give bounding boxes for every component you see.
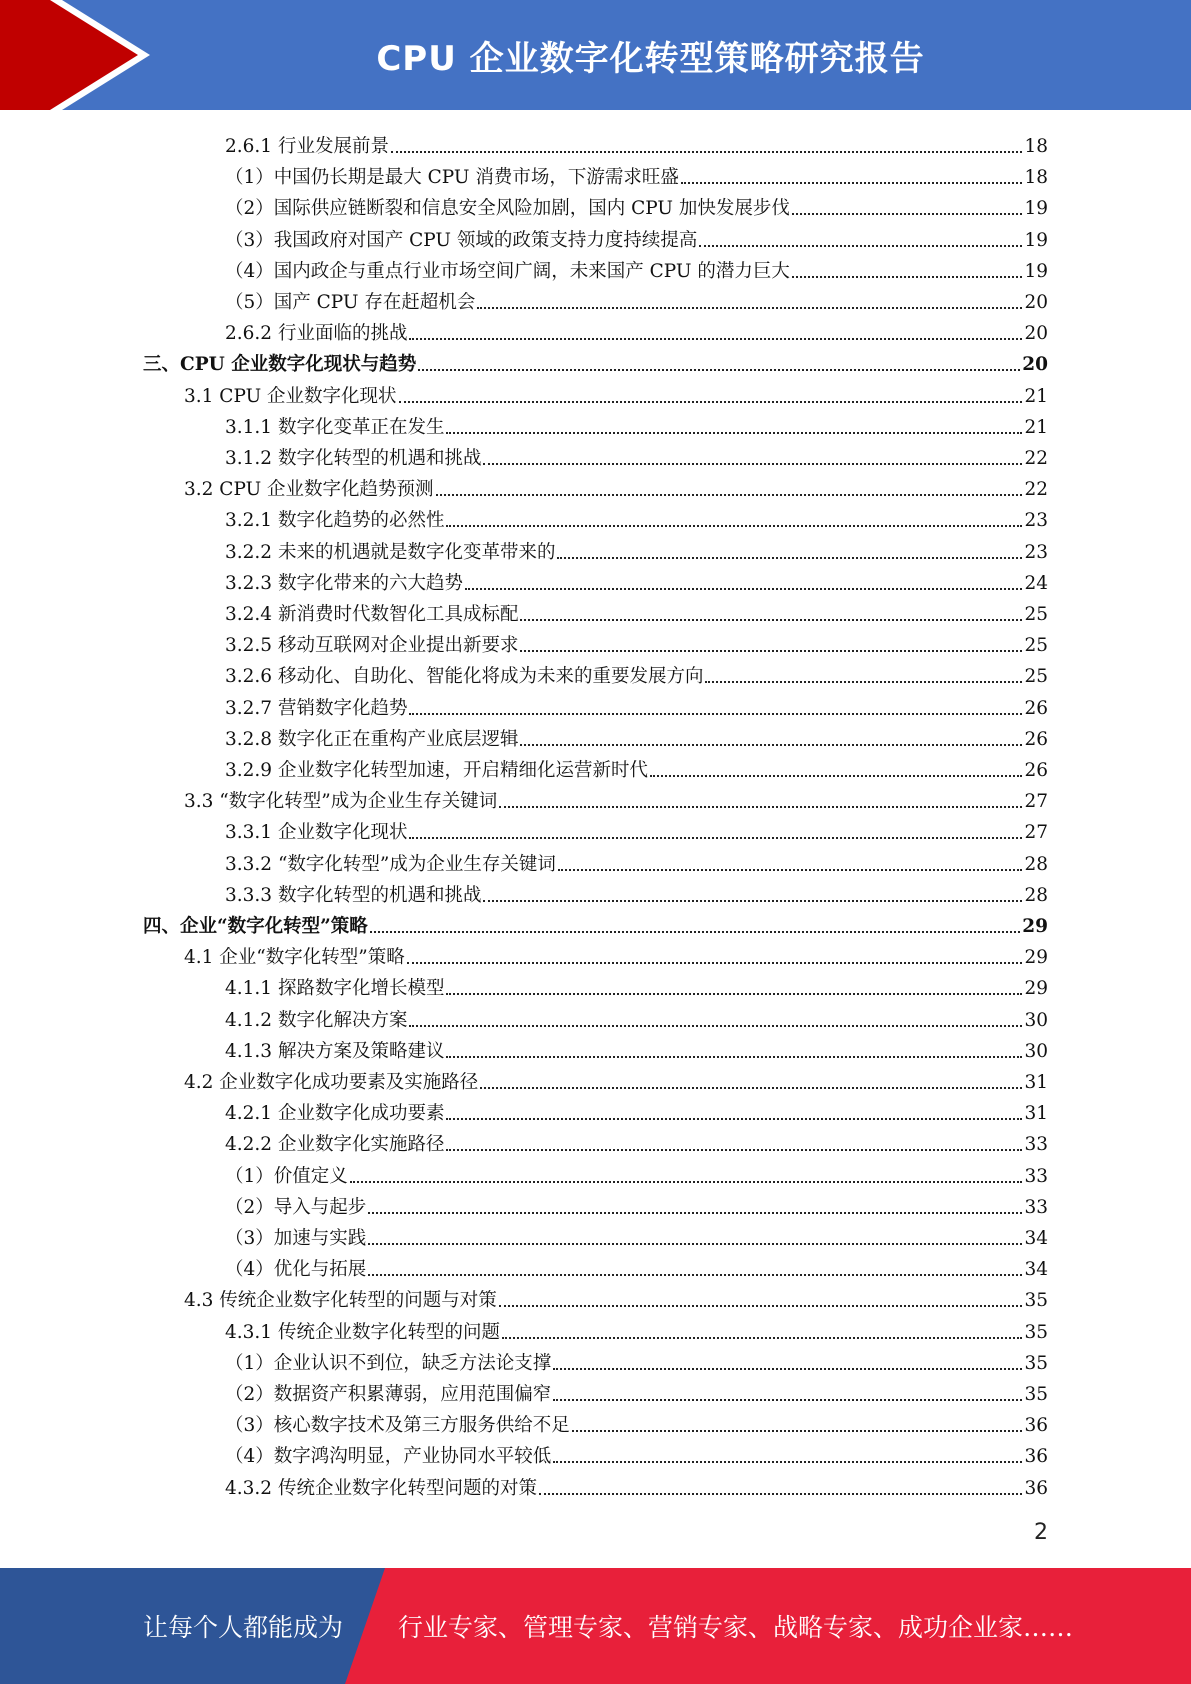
toc-entry-title: （3）核心数字技术及第三方服务供给不足 [225, 1415, 570, 1437]
toc-entry[interactable] [225, 1376, 1048, 1407]
toc-entry-title: （2）国际供应链断裂和信息安全风险加剧，国内 CPU 加快发展步伐 [225, 198, 790, 220]
toc-entry-title: 3.2.3 数字化带来的六大趋势 [225, 572, 463, 594]
toc-entry-page: 20 [1022, 354, 1048, 376]
dot-leader [520, 649, 1022, 652]
toc-entry[interactable] [225, 253, 1048, 284]
dot-leader [539, 1492, 1022, 1495]
toc-entry[interactable] [184, 471, 1048, 502]
page-header [0, 0, 1191, 110]
toc-entry-page: 28 [1024, 853, 1048, 875]
report-title: CPU 企业数字化转型策略研究报告 [376, 38, 925, 79]
toc-entry-title: 三、CPU 企业数字化现状与趋势 [143, 354, 417, 376]
toc-entry[interactable] [225, 752, 1048, 783]
toc-entry[interactable] [225, 1438, 1048, 1469]
dot-leader [446, 992, 1022, 995]
toc-entry-page: 36 [1024, 1477, 1048, 1499]
dot-leader [792, 275, 1023, 278]
toc-entry-page: 29 [1024, 978, 1048, 1000]
toc-entry[interactable] [225, 627, 1048, 658]
toc-entry-page: 20 [1024, 323, 1048, 345]
toc-entry-title: 4.1.1 探路数字化增长模型 [225, 978, 445, 1000]
toc-entry-title: 4.2.1 企业数字化成功要素 [225, 1103, 445, 1125]
page-footer [0, 1568, 1191, 1684]
dot-leader [520, 743, 1022, 746]
toc-entry-title: 4.3.2 传统企业数字化转型问题的对策 [225, 1477, 537, 1499]
toc-entry[interactable] [225, 565, 1048, 596]
toc-entry[interactable] [225, 1251, 1048, 1282]
toc-entry-title: 3.1 CPU 企业数字化现状 [184, 385, 397, 407]
toc-entry-page: 19 [1024, 260, 1048, 282]
dot-leader [553, 1398, 1022, 1401]
dot-leader [650, 774, 1022, 777]
toc-entry-page: 23 [1024, 510, 1048, 532]
dot-leader [520, 618, 1022, 621]
toc-entry[interactable] [225, 1470, 1048, 1501]
toc-entry-page: 22 [1024, 448, 1048, 469]
toc-entry-page: 28 [1024, 884, 1048, 906]
dot-leader [350, 1180, 1023, 1183]
toc-entry-page: 33 [1024, 1134, 1048, 1156]
dot-leader [483, 899, 1022, 902]
toc-entry-title: 4.3.1 传统企业数字化转型的问题 [225, 1321, 500, 1343]
toc-entry-title: 3.2 CPU 企业数字化趋势预测 [184, 479, 434, 501]
toc-entry-title: 3.2.7 营销数字化趋势 [225, 697, 408, 719]
toc-entry-title: 3.2.9 企业数字化转型加速，开启精细化运营新时代 [225, 760, 648, 781]
toc-entry[interactable] [225, 1126, 1048, 1157]
toc-entry-title: （3）加速与实践 [225, 1228, 367, 1249]
toc-entry[interactable] [225, 846, 1048, 877]
toc-entry[interactable] [225, 315, 1048, 346]
toc-entry-title: 四、企业“数字化转型”策略 [143, 916, 368, 937]
toc-entry-page: 29 [1024, 947, 1048, 969]
toc-entry[interactable] [225, 128, 1048, 159]
toc-entry[interactable] [143, 346, 1048, 377]
toc-entry-page: 27 [1024, 822, 1048, 844]
toc-entry-page: 21 [1024, 416, 1048, 438]
toc-entry[interactable] [225, 1314, 1048, 1345]
toc-entry[interactable] [225, 190, 1048, 221]
dot-leader [370, 930, 1020, 933]
toc-entry-title: 4.1.3 解决方案及策略建议 [225, 1040, 445, 1062]
dot-leader [553, 1460, 1022, 1463]
toc-entry-page: 23 [1024, 541, 1048, 563]
toc-entry[interactable] [225, 534, 1048, 565]
toc-entry[interactable] [225, 596, 1048, 627]
toc-entry-title: 3.2.1 数字化趋势的必然性 [225, 510, 445, 532]
dot-leader [681, 181, 1023, 184]
dot-leader [477, 306, 1022, 309]
dot-leader [368, 1211, 1022, 1214]
toc-entry-page: 25 [1024, 635, 1048, 657]
dot-leader [465, 587, 1022, 590]
page-number: 2 [1034, 1520, 1048, 1545]
toc-entry[interactable] [184, 378, 1048, 409]
toc-entry-page: 21 [1024, 385, 1048, 407]
toc-entry-page: 25 [1024, 666, 1048, 688]
toc-entry-title: （1）价值定义 [225, 1165, 348, 1187]
dot-leader [705, 680, 1022, 683]
toc-entry[interactable] [225, 690, 1048, 721]
toc-entry[interactable] [225, 440, 1048, 471]
footer-slogan-right: 行业专家、管理专家、营销专家、战略专家、成功企业家…… [398, 1613, 1074, 1642]
toc-entry[interactable] [225, 1345, 1048, 1376]
toc-entry-title: 3.2.4 新消费时代数智化工具成标配 [225, 604, 519, 625]
toc-entry[interactable] [225, 1407, 1048, 1438]
toc-entry-page: 18 [1024, 136, 1048, 157]
toc-entry[interactable] [225, 1158, 1048, 1189]
toc-entry-title: 3.3 “数字化转型”成为企业生存关键词 [184, 791, 498, 813]
toc-entry-title: （5）国产 CPU 存在赶超机会 [225, 292, 476, 313]
toc-entry-title: 3.2.6 移动化、自助化、智能化将成为未来的重要发展方向 [225, 666, 704, 688]
toc-entry[interactable] [225, 222, 1048, 253]
dot-leader [446, 524, 1022, 527]
dot-leader [699, 244, 1022, 247]
chevron-arrow-icon [0, 0, 160, 110]
dot-leader [391, 150, 1022, 153]
toc-entry-title: （1）企业认识不到位，缺乏方法论支撑 [225, 1352, 552, 1374]
toc-entry-title: （3）我国政府对国产 CPU 领域的政策支持力度持续提高 [225, 229, 698, 251]
toc-entry-page: 26 [1024, 697, 1048, 719]
toc-entry-page: 26 [1024, 760, 1048, 781]
dot-leader [446, 1117, 1022, 1120]
dot-leader [368, 1242, 1022, 1245]
dot-leader [499, 805, 1022, 808]
toc-entry-page: 35 [1024, 1290, 1048, 1312]
toc-entry-page: 34 [1024, 1228, 1048, 1249]
toc-entry-page: 35 [1024, 1352, 1048, 1374]
toc-entry[interactable] [225, 502, 1048, 533]
toc-entry-page: 36 [1024, 1415, 1048, 1437]
toc-entry-page: 27 [1024, 791, 1048, 813]
toc-entry-title: （4）优化与拓展 [225, 1259, 367, 1281]
dot-leader [409, 337, 1022, 340]
toc-entry-page: 25 [1024, 604, 1048, 625]
dot-leader [446, 431, 1022, 434]
dot-leader [553, 1367, 1022, 1370]
dot-leader [480, 1086, 1022, 1089]
toc-entry[interactable] [225, 721, 1048, 752]
toc-entry-page: 31 [1024, 1103, 1048, 1125]
toc-entry[interactable] [225, 877, 1048, 908]
toc-entry[interactable] [143, 908, 1048, 939]
toc-entry-title: 3.3.1 企业数字化现状 [225, 822, 408, 844]
dot-leader [502, 1336, 1022, 1339]
toc-entry[interactable] [225, 814, 1048, 845]
toc-entry-title: 2.6.2 行业面临的挑战 [225, 323, 408, 345]
toc-entry-title: 2.6.1 行业发展前景 [225, 136, 389, 157]
toc-entry-page: 34 [1024, 1259, 1048, 1281]
toc-entry-title: 4.2.2 企业数字化实施路径 [225, 1134, 445, 1156]
toc-entry-page: 19 [1024, 229, 1048, 251]
toc-entry-page: 22 [1024, 479, 1048, 501]
toc-entry-page: 30 [1024, 1009, 1048, 1031]
toc-entry[interactable] [225, 658, 1048, 689]
toc-entry-page: 30 [1024, 1040, 1048, 1062]
toc-entry-page: 36 [1024, 1446, 1048, 1468]
toc-entry-page: 26 [1024, 728, 1048, 750]
toc-entry-page: 20 [1024, 292, 1048, 313]
toc-entry-title: 3.3.3 数字化转型的机遇和挑战 [225, 884, 482, 906]
dot-leader [499, 1304, 1023, 1307]
toc-entry-title: 3.2.5 移动互联网对企业提出新要求 [225, 635, 519, 657]
toc-entry-title: 3.2.2 未来的机遇就是数字化变革带来的 [225, 541, 556, 563]
dot-leader [436, 493, 1023, 496]
toc-entry[interactable] [184, 1064, 1048, 1095]
dot-leader [557, 556, 1022, 559]
toc-entry[interactable] [184, 1282, 1048, 1313]
dot-leader [572, 1429, 1023, 1432]
toc-entry-title: 4.1.2 数字化解决方案 [225, 1009, 408, 1031]
toc-entry[interactable] [225, 409, 1048, 440]
toc-entry-title: 3.1.2 数字化转型的机遇和挑战 [225, 448, 482, 469]
toc-entry-page: 33 [1024, 1165, 1048, 1187]
toc-entry-page: 33 [1024, 1196, 1048, 1218]
toc-entry-title: 3.3.2 “数字化转型”成为企业生存关键词 [225, 853, 556, 875]
toc-entry-title: 3.1.1 数字化变革正在发生 [225, 416, 445, 438]
toc-entry-title: （4）国内政企与重点行业市场空间广阔，未来国产 CPU 的潜力巨大 [225, 260, 790, 282]
dot-leader [418, 368, 1020, 371]
toc-entry[interactable] [225, 1095, 1048, 1126]
toc-entry[interactable] [225, 1033, 1048, 1064]
dot-leader [368, 1273, 1022, 1276]
dot-leader [446, 1148, 1022, 1151]
toc-entry-page: 35 [1024, 1321, 1048, 1343]
toc-entry-page: 24 [1024, 572, 1048, 594]
dot-leader [409, 712, 1022, 715]
dot-leader [558, 868, 1023, 871]
dot-leader [792, 212, 1023, 215]
toc-entry-title: （4）数字鸿沟明显，产业协同水平较低 [225, 1446, 552, 1468]
toc-entry[interactable] [225, 1220, 1048, 1251]
toc-entry-title: 3.2.8 数字化正在重构产业底层逻辑 [225, 728, 519, 750]
toc-entry[interactable] [184, 783, 1048, 814]
dot-leader [409, 1024, 1022, 1027]
dot-leader [483, 462, 1022, 465]
dot-leader [409, 836, 1022, 839]
toc-entry[interactable] [225, 1002, 1048, 1033]
toc-entry[interactable] [225, 159, 1048, 190]
toc-entry-page: 19 [1024, 198, 1048, 220]
toc-entry[interactable] [225, 284, 1048, 315]
toc-entry-page: 31 [1024, 1072, 1048, 1093]
toc-entry-page: 18 [1024, 167, 1048, 189]
footer-slogan-left: 让每个人都能成为 [143, 1613, 344, 1642]
toc-entry[interactable] [225, 970, 1048, 1001]
dot-leader [399, 400, 1023, 403]
toc-entry[interactable] [184, 939, 1048, 970]
dot-leader [446, 1055, 1022, 1058]
toc-entry-page: 29 [1022, 916, 1048, 937]
toc-entry-title: （1）中国仍长期是最大 CPU 消费市场，下游需求旺盛 [225, 167, 679, 189]
toc-entry-title: 4.2 企业数字化成功要素及实施路径 [184, 1072, 479, 1093]
toc-entry-title: 4.3 传统企业数字化转型的问题与对策 [184, 1290, 497, 1312]
toc-entry-title: （2）导入与起步 [225, 1196, 367, 1218]
toc-entry-title: （2）数据资产积累薄弱，应用范围偏窄 [225, 1384, 552, 1405]
toc-entry-title: 4.1 企业“数字化转型”策略 [184, 947, 405, 969]
dot-leader [407, 961, 1023, 964]
toc-entry-page: 35 [1024, 1384, 1048, 1405]
toc-entry[interactable] [225, 1189, 1048, 1220]
